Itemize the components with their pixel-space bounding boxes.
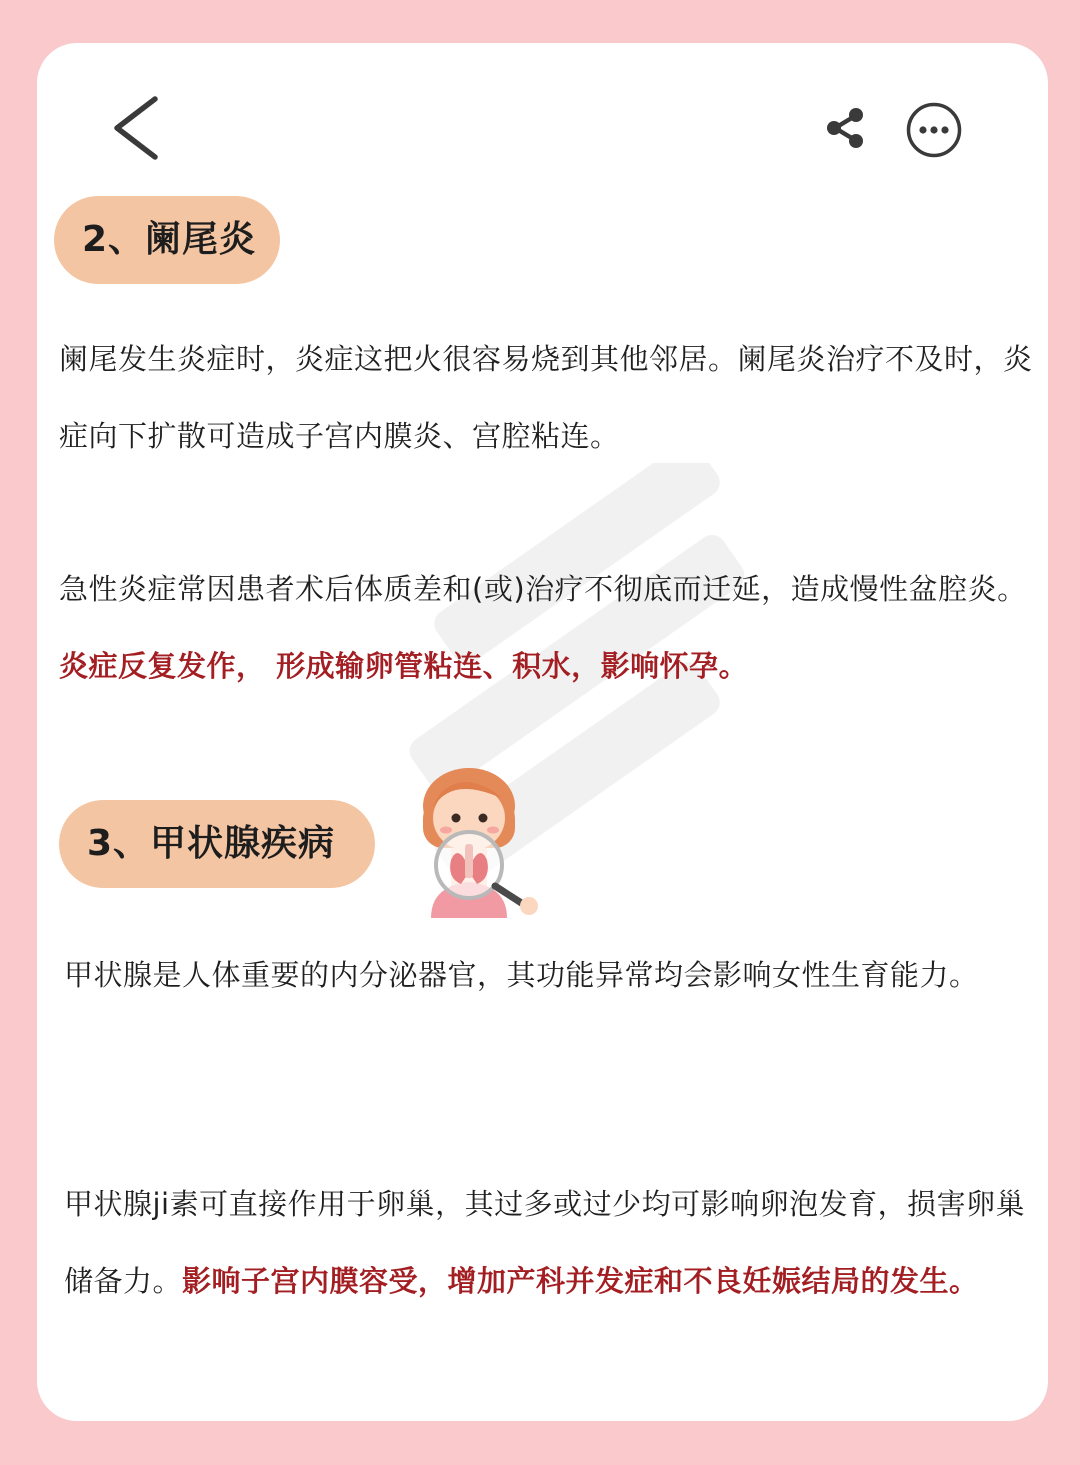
paragraph-thyroid-2 bbox=[64, 1166, 1039, 1320]
highlighted-text: 炎症反复发作， 形成输卵管粘连、积水，影响怀孕。 bbox=[59, 649, 749, 683]
more-options-button[interactable] bbox=[905, 101, 963, 159]
share-icon bbox=[822, 105, 868, 151]
paragraph-text: 甲状腺ji素可直接作用于卵巢，其过多或过少均可影响卵泡发育，损害卵巢储备力。 bbox=[64, 1187, 1026, 1298]
more-horizontal-circle-icon bbox=[905, 101, 963, 159]
section-heading-appendicitis: 2、阑尾炎 bbox=[54, 196, 280, 284]
paragraph-appendicitis-2 bbox=[59, 551, 1034, 705]
back-button[interactable] bbox=[107, 93, 167, 163]
highlighted-text: 影响子宫内膜容受，增加产科并发症和不良妊娠结局的发生。 bbox=[182, 1264, 979, 1298]
paragraph-thyroid-1: 甲状腺是人体重要的内分泌器官，其功能异常均会影响女性生育能力。 bbox=[64, 958, 979, 992]
paragraph-appendicitis-1: 阑尾发生炎症时，炎症这把火很容易烧到其他邻居。阑尾炎治疗不及时，炎症向下扩散可造成子宫内膜炎、宫腔粘连。 bbox=[59, 342, 1033, 453]
paragraph-text: 急性炎症常因患者术后体质差和(或)治疗不彻底而迁延，造成慢性盆腔炎。 bbox=[59, 572, 1027, 606]
chevron-left-icon bbox=[107, 93, 167, 163]
share-button[interactable] bbox=[822, 105, 868, 151]
thyroid-magnifier-illustration bbox=[411, 768, 551, 918]
section-heading-thyroid: 3、甲状腺疾病 bbox=[59, 800, 375, 888]
content-card bbox=[37, 43, 1048, 1421]
